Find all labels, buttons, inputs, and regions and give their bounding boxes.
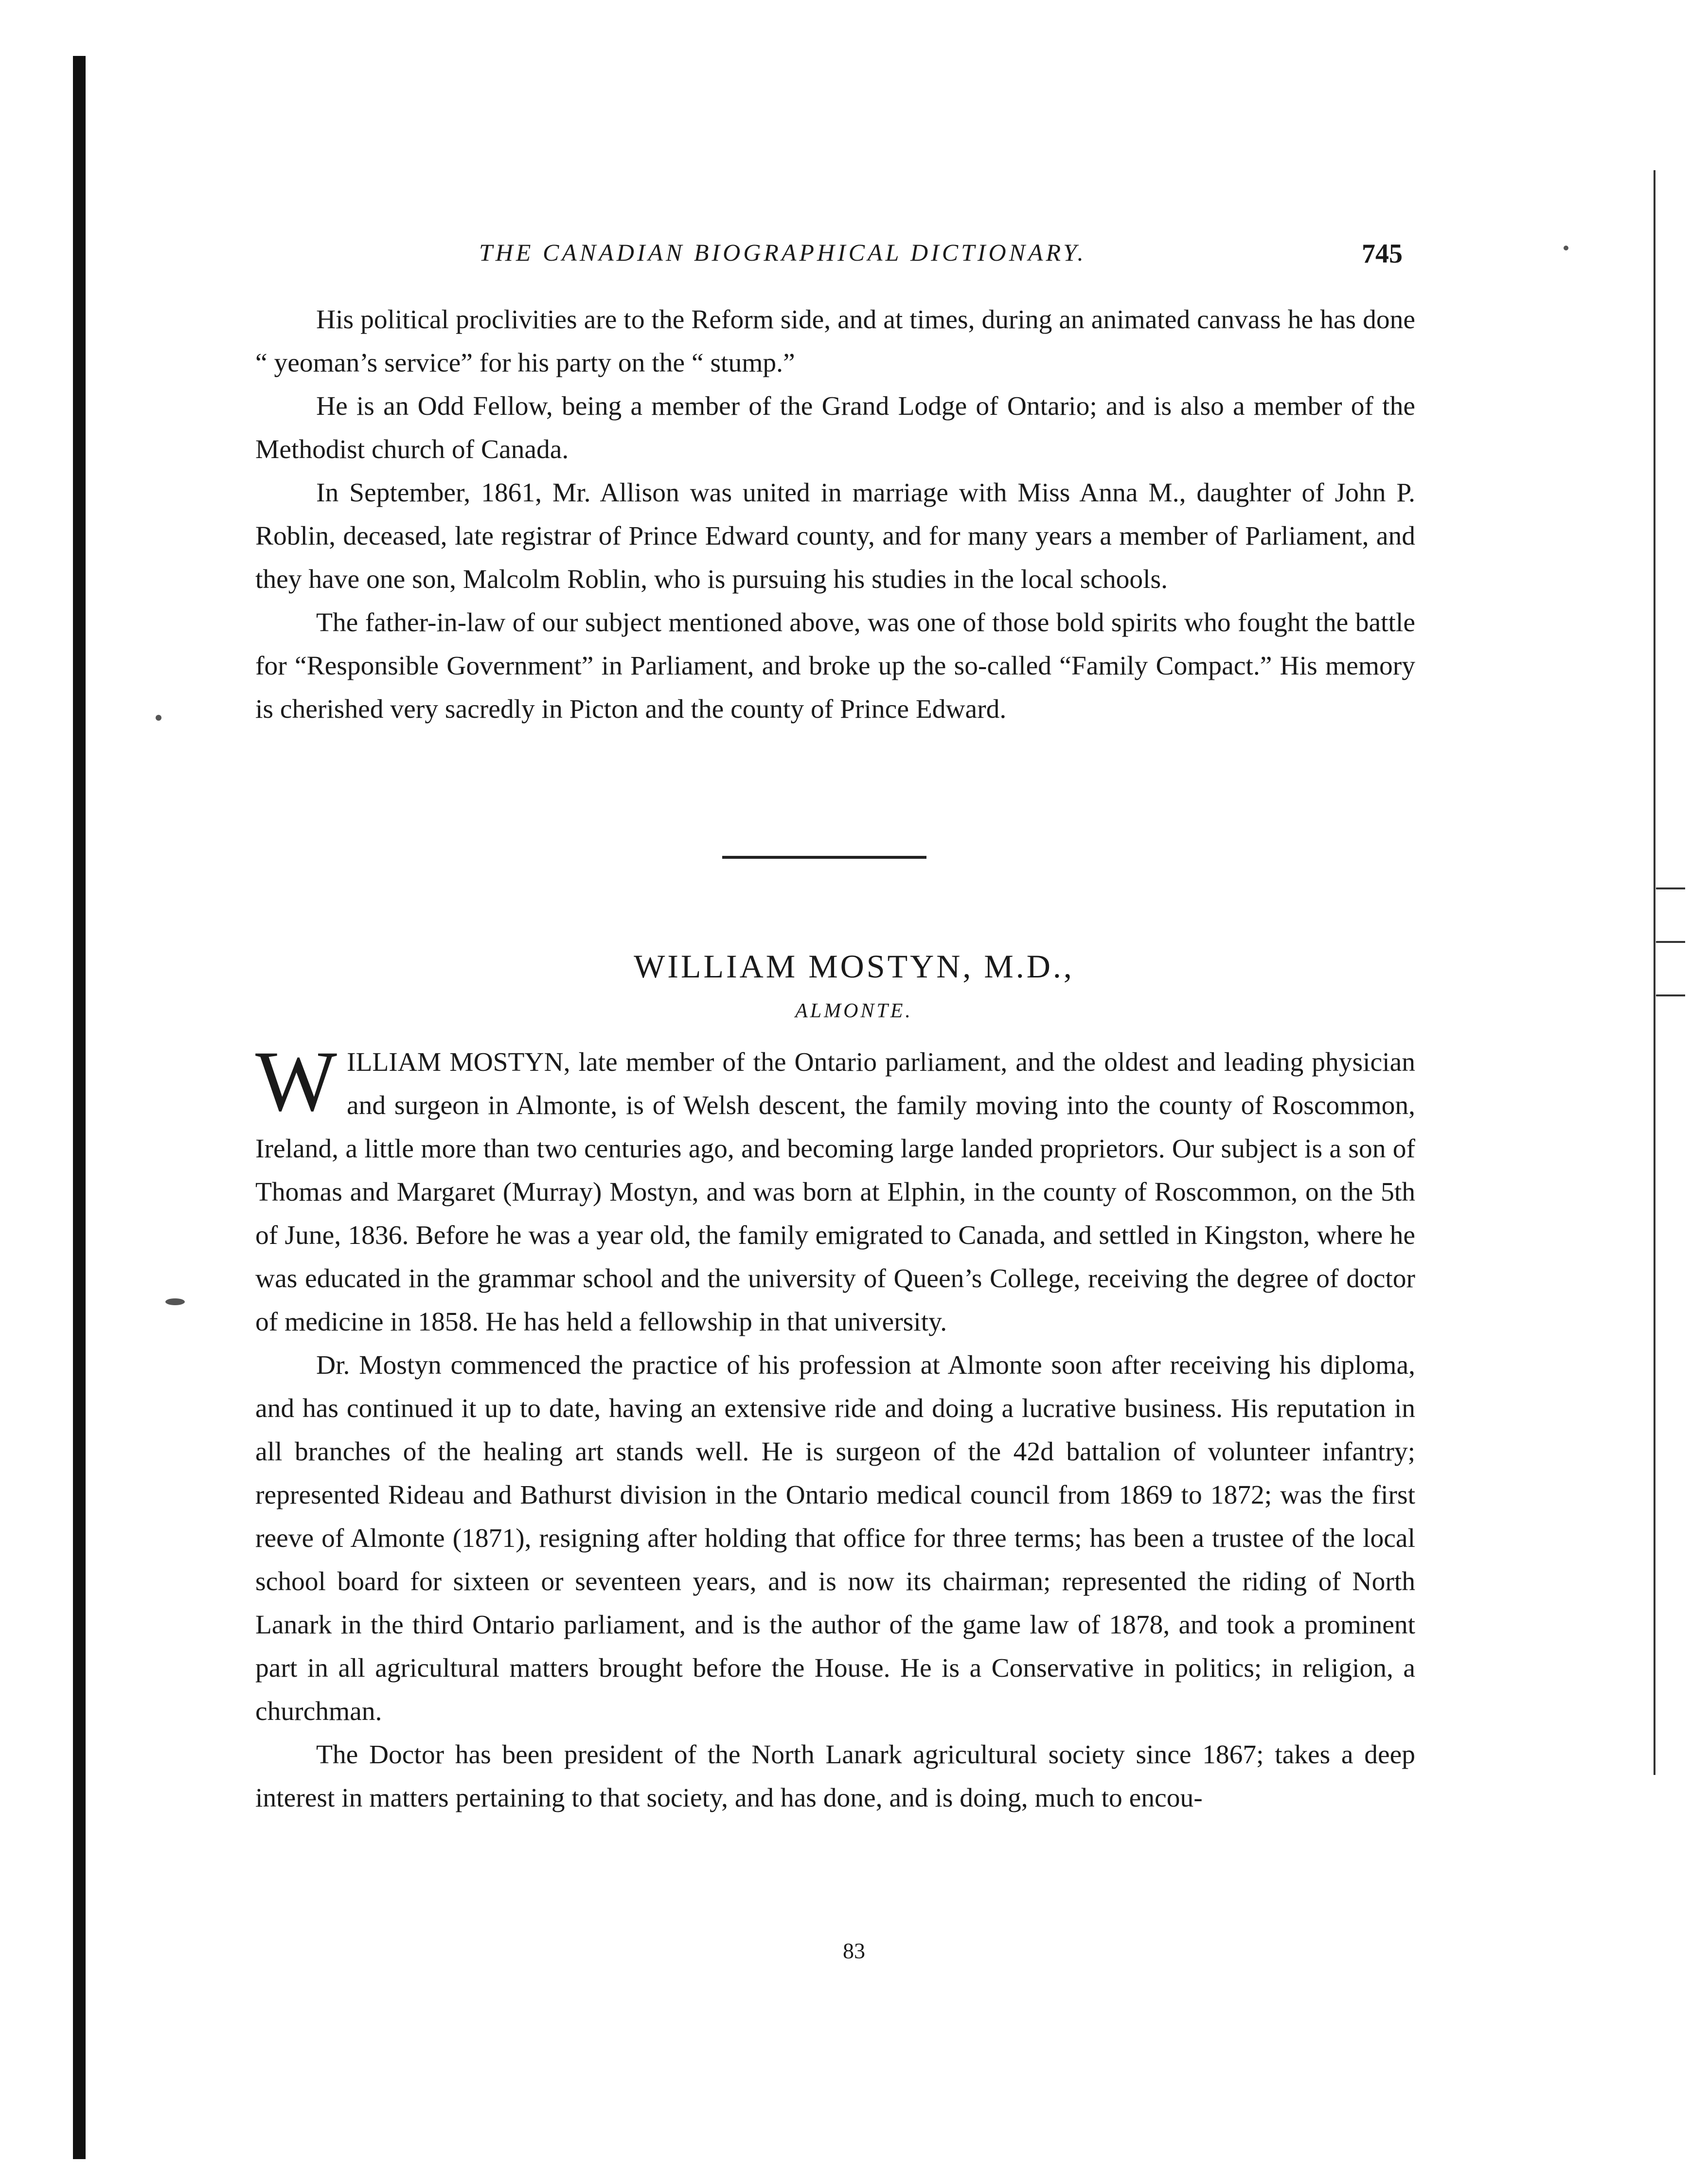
- entry-heading: WILLIAM MOSTYN, M.D.,: [634, 948, 1074, 985]
- scan-speck: [1564, 246, 1568, 250]
- body-paragraph: In September, 1861, Mr. Allison was united in marriage with Miss Anna M., daughter of John P. Roblin, deceased, late registrar of Prince Edward county, and for many years a member of Parliament, and they have one son, Malcolm Roblin, who is pursuing his studies in the local schools.: [255, 478, 1415, 594]
- page-number: 745: [1362, 239, 1403, 269]
- scan-binding-edge: [73, 56, 86, 2159]
- scan-tick-mark: [1656, 887, 1685, 889]
- first-paragraph: [255, 1033, 1415, 1344]
- entry-body: [255, 1033, 1415, 1820]
- scan-tick-mark: [1656, 941, 1685, 943]
- body-paragraph: Dr. Mostyn commenced the practice of his profession at Almonte soon after receiving his diploma, and has continued it up to date, having an extensive ride and doing a lucrative business. His reputation in all branches of the healing art stands well. He is surgeon of the 42d battalion of volunteer infantry; represented Rideau and Bathurst division in the Ontario medical council from 1869 to 1872; was the first reeve of Almonte (1871), resigning after holding that office for three terms; has been a trustee of the local school board for sixteen or seventeen years, and is now its chairman; represented the riding of North Lanark in the third Ontario parliament, and is the author of the game law of 1878, and took a prominent part in all agricultural matters brought before the House. He is a Conservative in politics; in religion, a churchman.: [255, 1350, 1415, 1726]
- signature-folio: 83: [843, 1938, 865, 1963]
- first-paragraph-text: ILLIAM MOSTYN, late member of the Ontario parliament, and the oldest and leading physician and surgeon in Almonte, is of Welsh descent, the family moving into the county of Roscommon, Ireland, a little more than two centuries ago, and becoming large landed proprietors. Our subject is a son of Thomas and Margaret (Murray) Mostyn, and was born at Elphin, in the county of Roscommon, on the 5th of June, 1836. Before he was a year old, the family emigrated to Canada, and settled in Kingston, where he was educated in the grammar school and the university of Queen’s College, receiving the degree of doctor of medicine in 1858. He has held a fellowship in that university.: [255, 1047, 1415, 1337]
- scan-tick-mark: [1656, 994, 1685, 996]
- entry-place: ALMONTE.: [795, 1000, 913, 1022]
- body-paragraph: His political proclivities are to the Reform side, and at times, during an animated canvass he has done “ yeoman’s service” for his party on the “ stump.”: [255, 305, 1415, 378]
- body-paragraph: The father-in-law of our subject mentioned above, was one of those bold spirits who fought the battle for “Responsible Government” in Parliament, and broke up the so-called “Family Compact.” His memory is cherished very sacredly in Picton and the county of Prince Edward.: [255, 608, 1415, 724]
- running-head: THE CANADIAN BIOGRAPHICAL DICTIONARY.: [479, 239, 1086, 266]
- drop-cap: W: [255, 1033, 338, 1129]
- body-paragraph: He is an Odd Fellow, being a member of the Grand Lodge of Ontario; and is also a member of the Methodist church of Canada.: [255, 391, 1415, 464]
- body-paragraph: The Doctor has been president of the North Lanark agricultural society since 1867; takes a deep interest in matters pertaining to that society, and has done, and is doing, much to encou-: [255, 1740, 1415, 1813]
- scan-speck: [165, 1298, 185, 1305]
- section-divider-rule: [722, 856, 926, 859]
- scan-speck: [156, 715, 161, 721]
- continued-article: [255, 298, 1415, 731]
